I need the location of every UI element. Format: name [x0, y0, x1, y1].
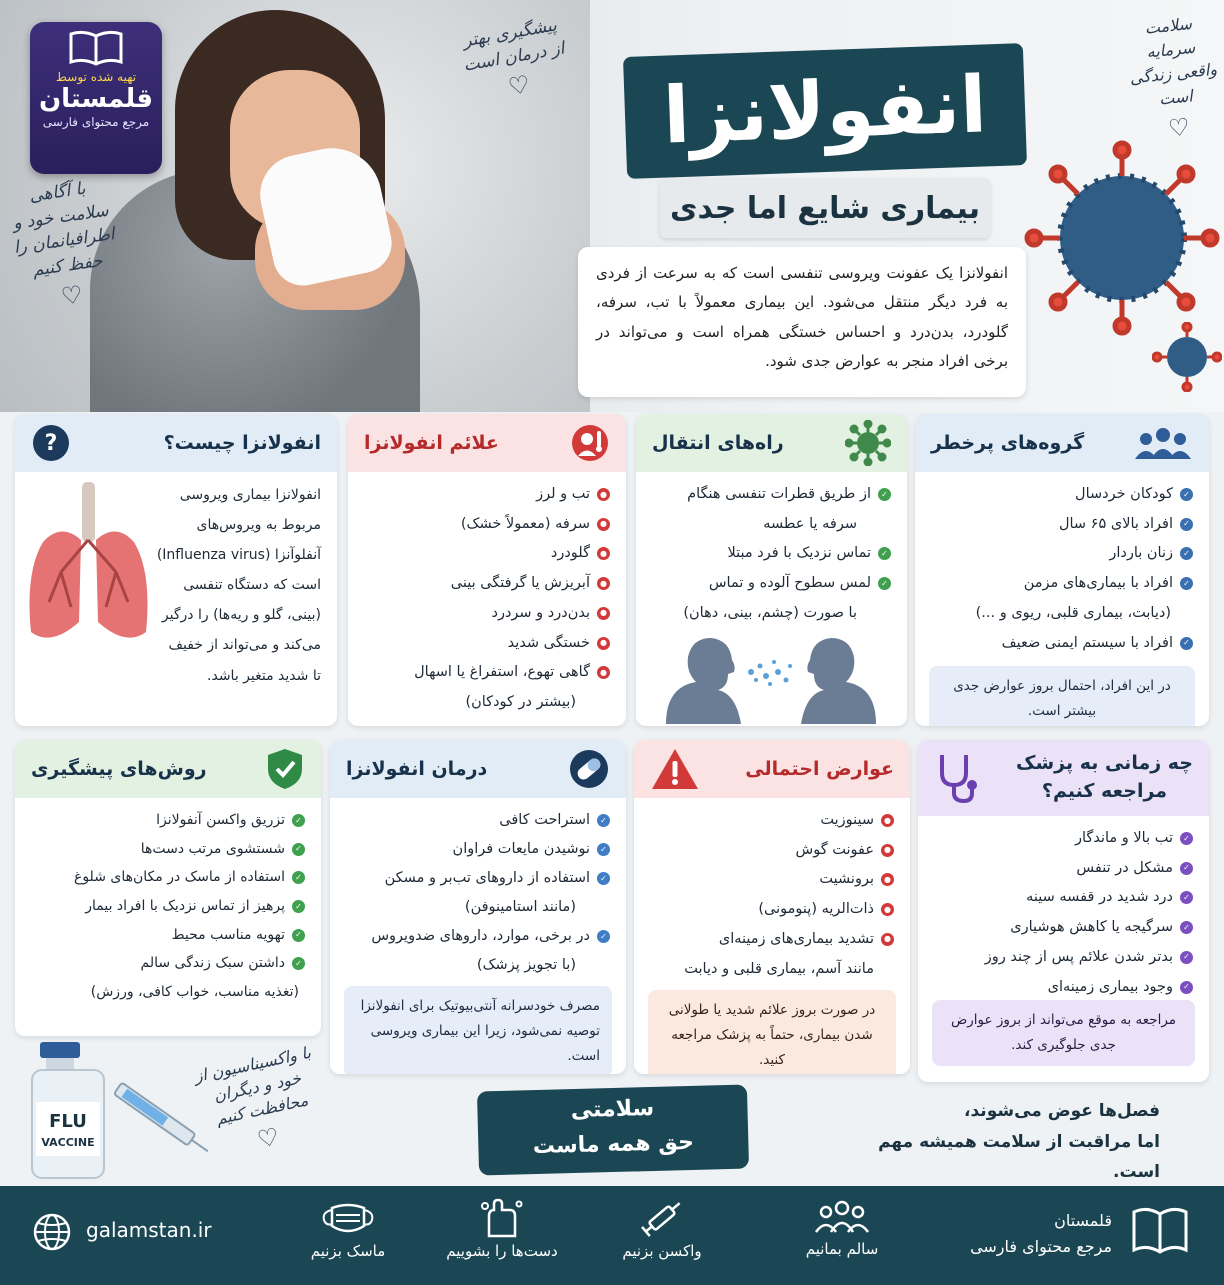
list-item: (با تجویز پزشک)	[476, 957, 576, 973]
footer-brand-name: قلمستان	[1054, 1211, 1112, 1230]
list-item: ✓ افراد با سیستم ایمنی ضعیف	[931, 629, 1193, 659]
check-icon: ✓	[1180, 637, 1193, 650]
list-item: ✓ تب بالا و ماندگار	[934, 824, 1193, 854]
logo-prepared-by: تهیه شده توسط	[55, 70, 137, 84]
subtitle-banner	[660, 178, 990, 238]
card-title: گروه‌های پرخطر	[931, 432, 1085, 454]
treatment-list	[346, 806, 610, 980]
note-vaccination-text: با واکسیناسیون از خود و دیگران محافظت کنیم	[192, 1042, 313, 1129]
card-header	[348, 414, 626, 472]
card-header	[636, 414, 907, 472]
note-prevention-text: پیشگیری بهتر از درمان است	[461, 15, 566, 76]
card-title: عوارض احتمالی	[745, 758, 894, 780]
card-title-line-2: مراجعه کنیم؟	[1041, 780, 1168, 802]
virus-icon	[845, 420, 891, 466]
check-icon: ✓	[1180, 981, 1193, 994]
page-title: انفولانزا	[661, 60, 989, 162]
doctor-list	[934, 824, 1193, 1002]
list-item: ✓ سرگیجه یا کاهش هوشیاری	[934, 913, 1193, 943]
list-item: ● سرفه (معمولاً خشک)	[364, 510, 610, 540]
bullet-icon: ●	[881, 903, 894, 916]
transmission-list	[652, 480, 891, 629]
card-header	[330, 740, 626, 798]
virus-icon	[1022, 138, 1222, 338]
card-body	[15, 472, 337, 699]
list-item: ✓ استفاده از داروهای تب‌بر و مسکن	[346, 864, 610, 893]
card-what-is	[15, 414, 337, 726]
list-item: ● برونشیت	[650, 865, 894, 895]
list-item: ✓ تزریق واکسن آنفولانزا	[31, 806, 305, 835]
handwritten-note-health	[1121, 10, 1224, 151]
card-body	[636, 472, 907, 637]
card-header	[915, 414, 1209, 472]
bullet-icon: ●	[597, 577, 610, 590]
list-item: ● گاهی تهوع، استفراغ یا اسهال	[364, 658, 610, 688]
complications-note: در صورت بروز علائم شدید یا طولانی شدن بیماری، حتماً به پزشک مراجعه کنید.	[648, 990, 896, 1074]
page-subtitle: بیماری شایع اما جدی	[669, 190, 981, 226]
card-header	[15, 740, 321, 798]
note-awareness-text: با آگاهی سلامت خود و اطرافیانمان را حفظ کنیم	[11, 178, 116, 281]
closing-line-2: اما مراقبت از سلامت همیشه مهم است.	[878, 1131, 1160, 1183]
footer-vaccinate-label: واکسن بزنیم	[622, 1242, 702, 1260]
closing-message	[830, 1096, 1160, 1188]
footer-stay-healthy-label: سالم بمانیم	[805, 1240, 879, 1258]
doctor-note: مراجعه به موقع می‌تواند از بروز عوارض جدی جلوگیری کند.	[932, 1000, 1195, 1066]
list-item: ● خستگی شدید	[364, 629, 610, 659]
check-icon: ✓	[878, 577, 891, 590]
what-line: می‌کند و می‌تواند از خفیف	[168, 637, 321, 654]
pill-icon	[568, 748, 610, 790]
list-item: ✓ تماس نزدیک با فرد مبتلا	[652, 539, 891, 569]
hand-wash-icon	[479, 1198, 525, 1238]
symptoms-list	[364, 480, 610, 718]
list-item: ✓ داشتن سبک زندگی سالم	[31, 949, 305, 978]
treatment-note: مصرف خودسرانه آنتی‌بیوتیک برای انفولانزا توصیه نمی‌شود، زیرا این بیماری ویروسی است.	[344, 986, 612, 1074]
group-people-icon	[814, 1198, 870, 1236]
svg-text:?: ?	[44, 431, 58, 456]
card-treatment	[330, 740, 626, 1074]
list-item: ✓ از طریق قطرات تنفسی هنگام	[652, 480, 891, 510]
footer-wear-mask	[298, 1198, 398, 1260]
vaccine-label-flu: FLU	[49, 1111, 87, 1132]
group-people-icon	[1133, 423, 1193, 463]
open-book-icon	[67, 28, 125, 68]
check-icon: ✓	[878, 488, 891, 501]
card-title: علائم انفولانزا	[364, 432, 499, 454]
slogan-line-1: سلامتی	[570, 1095, 655, 1124]
card-header	[15, 414, 337, 472]
flu-vaccine-illustration	[0, 1032, 210, 1182]
list-item: ✓ افراد با بیماری‌های مزمن	[931, 569, 1193, 599]
hero-section	[0, 0, 1224, 412]
check-icon: ✓	[1180, 547, 1193, 560]
list-item: ✓ استفاده از ماسک در مکان‌های شلوغ	[31, 863, 305, 892]
syringe-icon	[637, 1198, 687, 1238]
brand-logo-badge	[30, 22, 162, 174]
list-item: ✓ بدتر شدن علائم پس از چند روز	[934, 943, 1193, 973]
bullet-icon: ●	[881, 933, 894, 946]
card-title-line-1: چه زمانی به پزشک	[1015, 752, 1193, 775]
bullet-icon: ●	[881, 844, 894, 857]
note-health-text: سلامت سرمایه واقعی زندگی است	[1128, 13, 1218, 109]
check-icon: ✓	[597, 843, 610, 856]
check-icon: ✓	[292, 929, 305, 942]
what-line: انفولانزا بیماری ویروسی	[179, 487, 321, 503]
card-title: انفولانزا چیست؟	[163, 432, 321, 454]
check-icon: ✓	[292, 843, 305, 856]
list-item: ✓ مشکل در تنفس	[934, 854, 1193, 884]
bullet-icon: ●	[881, 814, 894, 827]
footer-vaccinate	[612, 1198, 712, 1260]
bullet-icon: ●	[597, 547, 610, 560]
card-body	[330, 798, 626, 988]
bullet-icon: ●	[597, 666, 610, 679]
card-title	[1016, 750, 1193, 805]
bullet-icon: ●	[881, 873, 894, 886]
footer-wash-hands	[432, 1198, 572, 1260]
list-item: ● تب و لرز	[364, 480, 610, 510]
health-slogan-banner	[477, 1084, 749, 1175]
footer	[0, 1186, 1224, 1285]
check-icon: ✓	[292, 814, 305, 827]
bullet-icon: ●	[597, 488, 610, 501]
website-link[interactable]: galamstan.ir	[86, 1218, 212, 1242]
globe-icon	[32, 1212, 72, 1252]
check-icon: ✓	[1180, 862, 1193, 875]
complications-list	[650, 806, 894, 984]
list-item: (تغذیه مناسب، خواب کافی، ورزش)	[90, 984, 299, 1001]
check-icon: ✓	[1180, 488, 1193, 501]
footer-wash-hands-label: دست‌ها را بشوییم	[446, 1242, 558, 1260]
list-item: (بیشتر در کودکان)	[465, 694, 576, 711]
card-body	[915, 472, 1209, 666]
vaccine-label-vaccine: VACCINE	[41, 1136, 95, 1149]
list-item: ✓ وجود بیماری زمینه‌ای	[934, 973, 1193, 1003]
check-icon: ✓	[1180, 518, 1193, 531]
handwritten-note-awareness	[1, 173, 128, 320]
card-title: روش‌های پیشگیری	[31, 758, 207, 780]
closing-line-1: فصل‌ها عوض می‌شوند،	[964, 1101, 1160, 1121]
card-title: درمان انفولانزا	[346, 758, 488, 780]
check-icon: ✓	[1180, 891, 1193, 904]
prevention-list	[31, 806, 305, 1007]
two-people-sneezing-illustration	[656, 632, 886, 724]
risk-note: در این افراد، احتمال بروز عوارض جدی بیشتر است.	[929, 666, 1195, 726]
list-item: مانند آسم، بیماری قلبی و دیابت	[684, 960, 874, 977]
slogan-line-2: حق همه ماست	[532, 1130, 695, 1160]
list-item: ✓ کودکان خردسال	[931, 480, 1193, 510]
check-icon: ✓	[1180, 577, 1193, 590]
risk-list	[931, 480, 1193, 658]
list-item: (دیابت، بیماری قلبی، ریوی و ...)	[975, 604, 1171, 621]
heart-icon: ♡	[254, 1121, 282, 1154]
question-icon	[31, 423, 71, 463]
check-icon: ✓	[292, 900, 305, 913]
footer-brand	[970, 1208, 1112, 1259]
lungs-icon	[21, 482, 156, 652]
card-header	[918, 740, 1209, 816]
list-item: با صورت (چشم، بینی، دهان)	[683, 604, 857, 621]
bullet-icon: ●	[597, 637, 610, 650]
check-icon: ✓	[597, 872, 610, 885]
shield-check-icon	[265, 747, 305, 791]
logo-name: قلمستان	[38, 84, 154, 114]
open-book-icon	[1130, 1204, 1190, 1258]
card-header	[634, 740, 910, 798]
list-item: ● عفونت گوش	[650, 836, 894, 866]
title-banner	[623, 43, 1027, 179]
intro-paragraph: انفولانزا یک عفونت ویروسی تنفسی است که به سرعت از فردی به فرد دیگر منتقل می‌شود. این بیماری معمولاً با تب، سرفه، گلودرد، بدن‌درد و احساس خستگی همراه است و می‌تواند در برخی افراد منجر به عوارض جدی شود.	[578, 247, 1026, 397]
logo-tagline: مرجع محتوای فارسی	[42, 115, 150, 130]
list-item: (مانند استامینوفن)	[464, 899, 576, 915]
list-item: ✓ استراحت کافی	[346, 806, 610, 835]
card-risk-groups	[915, 414, 1209, 726]
heart-icon: ♡	[1166, 112, 1192, 143]
what-line: است که دستگاه تنفسی	[183, 577, 321, 594]
bullet-icon: ●	[597, 518, 610, 531]
card-transmission	[636, 414, 907, 726]
what-line: تا شدید متغیر باشد.	[207, 667, 321, 684]
card-body	[634, 798, 910, 992]
list-item: ✓ در برخی، موارد، داروهای ضدویروس	[346, 922, 610, 951]
list-item: ● تشدید بیماری‌های زمینه‌ای	[650, 925, 894, 955]
card-body	[15, 798, 321, 1015]
list-item: ✓ لمس سطوح آلوده و تماس	[652, 569, 891, 599]
list-item: ● بدن‌درد و سردرد	[364, 599, 610, 629]
bullet-icon: ●	[597, 607, 610, 620]
card-body	[918, 816, 1209, 1010]
list-item: سرفه یا عطسه	[763, 515, 857, 532]
check-icon: ✓	[292, 957, 305, 970]
list-item: ✓ درد شدید در قفسه سینه	[934, 883, 1193, 913]
what-line: (بینی، گلو و ریه‌ها) را درگیر	[161, 607, 321, 624]
footer-stay-healthy	[792, 1198, 892, 1258]
list-item: ✓ افراد بالای ۶۵ سال	[931, 510, 1193, 540]
check-icon: ✓	[292, 871, 305, 884]
what-line: مربوط به ویروس‌های	[196, 517, 321, 534]
small-virus-icon	[1152, 322, 1222, 392]
card-complications	[634, 740, 910, 1074]
check-icon: ✓	[597, 814, 610, 827]
list-item: ✓ پرهیز از تماس نزدیک با افراد بیمار	[31, 892, 305, 921]
heart-icon: ♡	[505, 69, 533, 101]
check-icon: ✓	[1180, 951, 1193, 964]
list-item: ● آبریزش یا گرفتگی بینی	[364, 569, 610, 599]
what-line: آنفلوآنزا (Influenza virus)	[156, 547, 321, 564]
sick-person-thermometer-icon	[570, 423, 610, 463]
card-body	[348, 472, 626, 726]
list-item: ✓ نوشیدن مایعات فراوان	[346, 835, 610, 864]
check-icon: ✓	[597, 930, 610, 943]
list-item: ● سینوزیت	[650, 806, 894, 836]
list-item: ✓ تهویه مناسب محیط	[31, 921, 305, 950]
check-icon: ✓	[878, 547, 891, 560]
list-item: ✓ زنان باردار	[931, 539, 1193, 569]
check-icon: ✓	[1180, 921, 1193, 934]
stethoscope-icon	[934, 751, 978, 805]
face-mask-icon	[318, 1198, 378, 1238]
list-item: ● گلودرد	[364, 539, 610, 569]
footer-wear-mask-label: ماسک بزنیم	[310, 1242, 386, 1260]
card-see-doctor	[918, 740, 1209, 1082]
warning-icon	[650, 747, 700, 791]
list-item: ● ذات‌الریه (پنومونی)	[650, 895, 894, 925]
list-item: ✓ شستشوی مرتب دست‌ها	[31, 835, 305, 864]
card-title: راه‌های انتقال	[652, 432, 784, 454]
heart-icon: ♡	[59, 279, 85, 311]
footer-brand-tagline: مرجع محتوای فارسی	[970, 1236, 1112, 1256]
card-prevention	[15, 740, 321, 1036]
card-symptoms	[348, 414, 626, 726]
what-text	[151, 480, 321, 691]
check-icon: ✓	[1180, 832, 1193, 845]
